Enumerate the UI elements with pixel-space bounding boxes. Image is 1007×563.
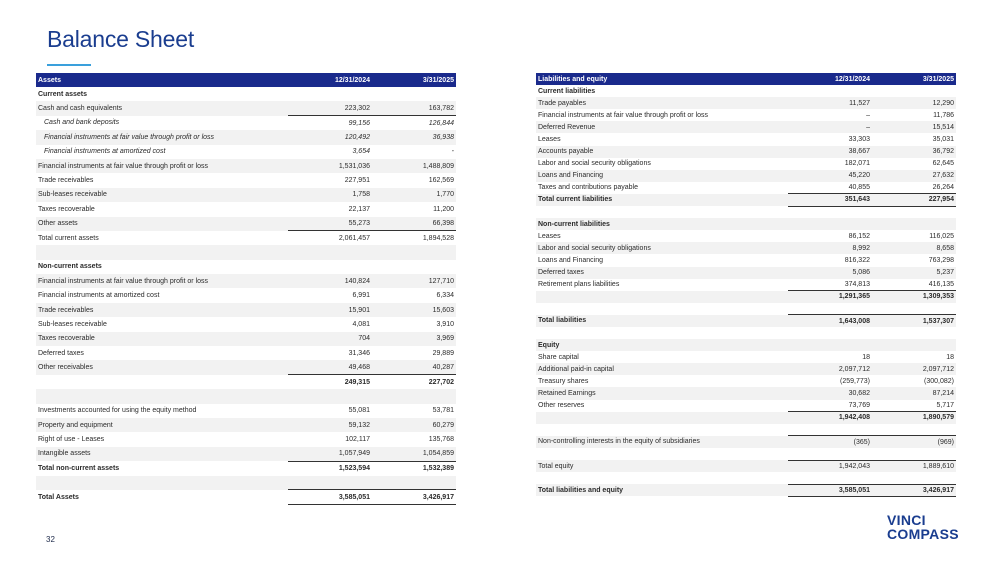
liabilities-table — [536, 73, 956, 497]
row-value-col2 — [372, 260, 456, 274]
row-value-col1: 49,468 — [288, 360, 372, 374]
table-row — [36, 447, 456, 461]
row-value-col2 — [372, 389, 456, 403]
row-label: Sub-leases receivable — [38, 320, 107, 328]
row-value-col1: 99,156 — [288, 116, 372, 130]
assets-header-col1: 12/31/2024 — [288, 73, 372, 87]
table-row — [536, 363, 956, 375]
row-value-col1: 120,492 — [288, 130, 372, 144]
row-value-col2: 1,537,307 — [872, 315, 956, 327]
table-row — [536, 327, 956, 339]
table-row — [36, 476, 456, 490]
table-row — [36, 303, 456, 317]
table-row — [536, 182, 956, 194]
table-row — [36, 404, 456, 418]
row-value-col1: 2,097,712 — [788, 363, 872, 375]
table-row — [536, 291, 956, 303]
table-row — [536, 412, 956, 424]
row-value-col2: 116,025 — [929, 232, 954, 240]
row-value-col2: 1,054,859 — [372, 447, 456, 461]
row-label: Financial instruments at fair value through profit or loss — [36, 159, 288, 173]
table-row — [36, 231, 456, 245]
row-value-col1: 704 — [288, 332, 372, 346]
row-value-col1: 3,585,051 — [788, 484, 872, 496]
table-row — [36, 375, 456, 389]
row-label: Right of use - Leases — [38, 436, 105, 444]
assets-header-label: Assets — [36, 73, 288, 87]
row-value-col2 — [872, 424, 956, 436]
row-label: Loans and Financing — [536, 170, 788, 182]
row-label: Other assets — [36, 217, 288, 231]
row-value-col2: 18 — [946, 353, 954, 361]
row-value-col1: 351,643 — [788, 194, 872, 206]
liabilities-body — [536, 85, 956, 496]
row-label: Financial instruments at fair value through profit or loss — [36, 130, 288, 144]
table-row — [536, 484, 956, 496]
row-label — [536, 448, 788, 460]
table-row — [536, 242, 956, 254]
row-label — [536, 412, 788, 424]
row-value-col1 — [788, 303, 872, 315]
row-value-col2: 763,298 — [928, 256, 954, 264]
table-row — [36, 432, 456, 446]
row-value-col1 — [288, 245, 372, 259]
row-value-col2: 62,645 — [932, 160, 954, 168]
row-value-col2: 87,214 — [872, 387, 956, 399]
row-label: Equity — [536, 339, 788, 351]
row-value-col2: 35,031 — [932, 136, 954, 144]
row-value-col2: 3,426,917 — [372, 490, 456, 504]
row-value-col2: - — [451, 148, 454, 156]
row-value-col1: 2,061,457 — [288, 231, 372, 245]
page-title: Balance Sheet — [47, 26, 195, 52]
row-value-col1: 31,346 — [348, 349, 370, 357]
row-label: Non-current assets — [38, 263, 102, 271]
row-value-col1: 59,132 — [288, 418, 372, 432]
row-label — [36, 389, 288, 403]
row-value-col2: 1,890,579 — [872, 412, 956, 424]
row-value-col2: 1,770 — [372, 188, 456, 202]
row-label: Loans and Financing — [538, 256, 603, 264]
row-label: Total current assets — [38, 234, 99, 242]
table-row — [536, 133, 956, 145]
logo-line-2: COMPASS — [887, 526, 959, 542]
liabilities-header-row — [536, 73, 956, 85]
row-value-col1: 182,071 — [844, 160, 870, 168]
row-value-col1: 6,991 — [352, 292, 370, 300]
row-label — [36, 476, 288, 490]
row-label: Labor and social security obligations — [536, 242, 788, 254]
row-value-col1: (259,773) — [840, 377, 870, 385]
row-value-col2: 11,200 — [433, 205, 454, 213]
row-value-col1: 11,527 — [788, 97, 872, 109]
row-value-col1: 73,769 — [848, 401, 870, 409]
row-value-col1: 816,322 — [844, 256, 870, 264]
row-label: Trade receivables — [36, 303, 288, 317]
row-value-col1: 55,273 — [288, 217, 372, 231]
row-value-col1: 4,081 — [352, 320, 370, 328]
row-value-col2: 8,658 — [872, 242, 956, 254]
row-value-col1: 5,086 — [788, 267, 872, 279]
table-row — [536, 472, 956, 484]
row-value-col2 — [872, 327, 956, 339]
table-row — [536, 206, 956, 218]
row-value-col2: 27,632 — [872, 170, 956, 182]
row-value-col1: 140,824 — [288, 274, 372, 288]
row-value-col2: 36,938 — [372, 130, 456, 144]
table-row — [36, 418, 456, 432]
row-label: Total Assets — [38, 493, 79, 501]
table-row — [536, 460, 956, 472]
table-row — [36, 130, 456, 144]
table-row — [536, 315, 956, 327]
row-label — [36, 245, 288, 259]
liabilities-header-label: Liabilities and equity — [536, 73, 788, 85]
table-row — [36, 332, 456, 346]
table-row — [536, 97, 956, 109]
row-value-col1: 55,081 — [348, 407, 370, 415]
row-value-col1 — [788, 472, 872, 484]
table-row — [536, 279, 956, 291]
table-row — [536, 436, 956, 448]
row-value-col2: 1,532,389 — [372, 461, 456, 475]
row-value-col1: 102,117 — [345, 436, 370, 444]
row-label: Treasury shares — [538, 377, 589, 385]
table-row — [536, 351, 956, 363]
row-value-col2: 12,290 — [872, 97, 956, 109]
table-row — [536, 194, 956, 206]
row-value-col1: 3,654 — [352, 148, 370, 156]
row-label — [536, 291, 788, 303]
row-value-col1: 1,057,949 — [288, 447, 372, 461]
row-label: Additional paid-in capital — [536, 363, 788, 375]
row-value-col2 — [872, 339, 956, 351]
table-row — [36, 245, 456, 259]
row-value-col1: 1,758 — [288, 188, 372, 202]
row-label: Deferred Revenue — [536, 121, 788, 133]
row-value-col1 — [788, 218, 872, 230]
row-value-col1 — [788, 85, 872, 97]
row-value-col2: 6,334 — [436, 292, 454, 300]
row-label: Financial instruments at amortized cost — [44, 148, 166, 156]
row-label: Accounts payable — [536, 146, 788, 158]
row-label: Current liabilities — [538, 87, 596, 95]
row-label: Total non-current assets — [38, 464, 120, 472]
table-row — [536, 170, 956, 182]
row-label — [536, 424, 788, 436]
row-label — [536, 206, 788, 218]
row-label: Taxes recoverable — [36, 332, 288, 346]
row-value-col1: 22,137 — [348, 205, 370, 213]
logo-line-1: VINCI — [887, 512, 926, 528]
row-value-col2: 162,569 — [428, 177, 454, 185]
row-value-col2: 11,786 — [933, 111, 954, 119]
assets-header-col2: 3/31/2025 — [372, 73, 456, 87]
row-label: Investments accounted for using the equity method — [38, 407, 197, 415]
table-row — [536, 146, 956, 158]
row-value-col2 — [372, 476, 456, 490]
row-value-col2: 227,702 — [372, 375, 456, 389]
table-row — [36, 490, 456, 504]
table-row — [36, 346, 456, 360]
row-label: Total liabilities — [536, 315, 788, 327]
row-value-col1 — [288, 389, 372, 403]
row-label: Total current liabilities — [536, 194, 788, 206]
row-label: Trade receivables — [38, 177, 94, 185]
row-value-col2: 416,135 — [928, 280, 954, 288]
table-row — [536, 375, 956, 387]
row-value-col1: 1,643,008 — [788, 315, 872, 327]
row-value-col1 — [288, 260, 372, 274]
row-value-col1: 1,942,043 — [788, 460, 872, 472]
table-row — [536, 400, 956, 412]
row-label: Financial instruments at fair value through profit or loss — [538, 111, 709, 119]
row-label: Non-current liabilities — [536, 218, 788, 230]
row-label: Taxes and contributions payable — [538, 184, 639, 192]
row-label: Sub-leases receivable — [36, 188, 288, 202]
row-value-col2 — [872, 218, 956, 230]
row-label: Share capital — [538, 353, 579, 361]
row-value-col1: 374,813 — [844, 280, 870, 288]
row-value-col2: 40,287 — [372, 360, 456, 374]
liabilities-header-col1: 12/31/2024 — [788, 73, 872, 85]
row-label: Financial instruments at fair value through profit or loss — [36, 274, 288, 288]
row-value-col2: 1,488,809 — [372, 159, 456, 173]
row-label: Current assets — [38, 90, 88, 98]
row-label: Leases — [538, 232, 561, 240]
row-value-col1 — [788, 339, 872, 351]
table-row — [536, 424, 956, 436]
row-value-col2 — [872, 472, 956, 484]
row-label: Total equity — [536, 460, 788, 472]
assets-body — [36, 87, 456, 504]
table-row — [536, 85, 956, 97]
table-row — [36, 173, 456, 187]
table-row — [536, 267, 956, 279]
row-value-col1 — [788, 424, 872, 436]
liabilities-header-col2: 3/31/2025 — [872, 73, 956, 85]
row-value-col2 — [372, 245, 456, 259]
row-label: Financial instruments at amortized cost — [38, 292, 160, 300]
row-value-col2: 26,264 — [932, 184, 954, 192]
row-value-col2 — [872, 448, 956, 460]
table-row — [36, 274, 456, 288]
row-value-col2 — [872, 85, 956, 97]
row-label: Labor and social security obligations — [538, 160, 651, 168]
row-label — [536, 472, 788, 484]
table-row — [36, 87, 456, 101]
row-value-col2: 60,279 — [372, 418, 456, 432]
table-row — [36, 389, 456, 403]
row-value-col2: 227,954 — [872, 194, 956, 206]
page-number: 32 — [46, 535, 55, 544]
table-row — [36, 145, 456, 159]
row-value-col1 — [788, 206, 872, 218]
row-value-col1: 40,855 — [848, 184, 870, 192]
assets-header-row — [36, 73, 456, 87]
row-value-col2: 15,603 — [372, 303, 456, 317]
row-value-col2: 3,426,917 — [872, 484, 956, 496]
row-value-col1: 1,291,365 — [788, 291, 872, 303]
row-value-col2 — [872, 206, 956, 218]
table-row — [536, 121, 956, 133]
row-value-col1: 15,901 — [288, 303, 372, 317]
row-value-col1: – — [788, 121, 872, 133]
table-row — [36, 202, 456, 216]
row-value-col1: 8,992 — [788, 242, 872, 254]
row-label: Deferred taxes — [536, 267, 788, 279]
assets-table — [36, 73, 456, 505]
row-value-col2: (969) — [872, 436, 956, 448]
table-row — [536, 158, 956, 170]
row-value-col1: 18 — [862, 353, 870, 361]
table-row — [536, 230, 956, 242]
row-value-col1: 1,523,594 — [288, 461, 372, 475]
row-label: Cash and bank deposits — [44, 119, 120, 127]
table-row — [536, 303, 956, 315]
row-value-col2: (300,082) — [924, 377, 954, 385]
row-label: Cash and cash equivalents — [36, 101, 288, 115]
row-value-col1: 3,585,051 — [288, 490, 372, 504]
table-row — [36, 317, 456, 331]
row-value-col1: (365) — [788, 436, 872, 448]
row-label: Non-controlling interests in the equity of subsidiaries — [536, 436, 788, 448]
row-value-col1: – — [866, 111, 870, 119]
row-value-col2: 1,309,353 — [872, 291, 956, 303]
table-row — [536, 109, 956, 121]
row-label — [36, 375, 288, 389]
row-value-col2: 3,910 — [436, 320, 454, 328]
table-row — [36, 461, 456, 475]
row-label: Retirement plans liabilities — [538, 281, 620, 289]
row-label: Leases — [538, 136, 561, 144]
row-value-col2: 53,781 — [432, 407, 454, 415]
row-value-col1: 45,220 — [788, 170, 872, 182]
row-value-col1: 1,942,408 — [788, 412, 872, 424]
title-underline — [47, 64, 91, 66]
row-value-col2: 5,237 — [872, 267, 956, 279]
table-row — [536, 339, 956, 351]
row-label: Trade payables — [536, 97, 788, 109]
row-label — [536, 327, 788, 339]
row-label: Total liabilities and equity — [536, 484, 788, 496]
row-value-col1: 33,303 — [848, 136, 870, 144]
row-value-col2: 36,792 — [872, 146, 956, 158]
row-value-col1 — [788, 448, 872, 460]
row-value-col2: 2,097,712 — [872, 363, 956, 375]
table-row — [536, 254, 956, 266]
row-value-col1: 86,152 — [848, 232, 870, 240]
row-label: Intangible assets — [36, 447, 288, 461]
row-value-col1 — [288, 476, 372, 490]
row-value-col2: 29,889 — [432, 349, 454, 357]
row-value-col1: 30,682 — [788, 387, 872, 399]
vinci-compass-logo — [887, 513, 959, 541]
row-value-col1: 1,531,036 — [288, 159, 372, 173]
row-value-col2 — [872, 303, 956, 315]
row-value-col2: 3,969 — [372, 332, 456, 346]
row-label: Retained Earnings — [536, 387, 788, 399]
row-value-col1: 38,667 — [788, 146, 872, 158]
table-row — [36, 288, 456, 302]
row-label: Other reserves — [538, 402, 585, 410]
row-value-col2: 126,844 — [372, 116, 456, 130]
row-value-col2: 127,710 — [372, 274, 456, 288]
row-value-col2: 5,717 — [936, 401, 954, 409]
table-row — [36, 116, 456, 130]
row-value-col2: 66,398 — [372, 217, 456, 231]
table-row — [536, 448, 956, 460]
row-value-col1 — [288, 87, 372, 101]
row-value-col1 — [788, 327, 872, 339]
row-value-col1: 227,951 — [344, 177, 370, 185]
row-label: Taxes recoverable — [38, 205, 95, 213]
row-value-col2: 163,782 — [372, 101, 456, 115]
row-value-col2: 1,894,528 — [372, 231, 456, 245]
table-row — [36, 188, 456, 202]
row-value-col2: 1,889,610 — [872, 460, 956, 472]
row-label: Property and equipment — [36, 418, 288, 432]
table-row — [36, 260, 456, 274]
row-value-col2: 15,514 — [872, 121, 956, 133]
table-row — [36, 360, 456, 374]
table-row — [536, 387, 956, 399]
row-value-col1: 249,315 — [288, 375, 372, 389]
row-value-col2: 135,768 — [428, 436, 454, 444]
row-value-col2 — [372, 87, 456, 101]
row-label: Other receivables — [36, 360, 288, 374]
row-value-col1: 223,302 — [288, 101, 372, 115]
table-row — [536, 218, 956, 230]
table-row — [36, 159, 456, 173]
row-label — [536, 303, 788, 315]
table-row — [36, 101, 456, 115]
table-row — [36, 217, 456, 231]
row-label: Deferred taxes — [38, 349, 84, 357]
